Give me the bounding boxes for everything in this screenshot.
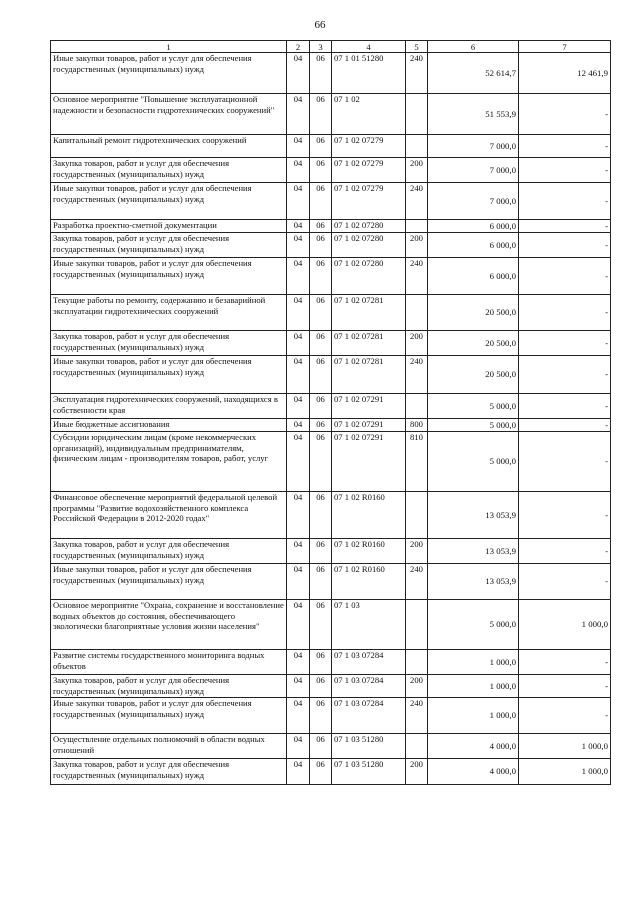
row-expense-type: [406, 295, 428, 331]
row-subsection: 06: [310, 356, 332, 394]
row-section: 04: [287, 432, 310, 492]
header-col-6: 6: [428, 41, 519, 53]
row-expense-type: 200: [406, 158, 428, 183]
row-amount-2: -: [519, 258, 611, 295]
row-target-article: 07 1 02 R0160: [332, 539, 406, 564]
row-subsection: 06: [310, 394, 332, 419]
row-amount-1: 4 000,0: [428, 734, 519, 759]
row-section: 04: [287, 233, 310, 258]
row-name: Закупка товаров, работ и услуг для обеспечения государственных (муниципальных) нужд: [51, 331, 287, 356]
row-expense-type: 200: [406, 759, 428, 785]
row-amount-1: 4 000,0: [428, 759, 519, 785]
header-col-3: 3: [310, 41, 332, 53]
table-row: [51, 734, 611, 759]
header-col-2: 2: [287, 41, 310, 53]
row-name: Иные закупки товаров, работ и услуг для обеспечения государственных (муниципальных) нужд: [51, 564, 287, 600]
row-target-article: 07 1 02 07280: [332, 258, 406, 295]
table-row: [51, 53, 611, 94]
row-expense-type: 240: [406, 564, 428, 600]
row-target-article: 07 1 02 07280: [332, 233, 406, 258]
table-row: [51, 539, 611, 564]
table-row: [51, 183, 611, 220]
row-name: Закупка товаров, работ и услуг для обеспечения государственных (муниципальных) нужд: [51, 233, 287, 258]
row-section: 04: [287, 564, 310, 600]
row-amount-2: -: [519, 135, 611, 158]
row-name: Закупка товаров, работ и услуг для обеспечения государственных (муниципальных) нужд: [51, 675, 287, 698]
row-target-article: 07 1 02 07281: [332, 356, 406, 394]
row-subsection: 06: [310, 734, 332, 759]
table-row: [51, 432, 611, 492]
row-expense-type: 800: [406, 419, 428, 432]
row-amount-2: -: [519, 94, 611, 135]
row-expense-type: [406, 492, 428, 539]
row-name: Текущие работы по ремонту, содержанию и безаварийной эксплуатации гидротехнических сооружений: [51, 295, 287, 331]
row-target-article: 07 1 02 07280: [332, 220, 406, 233]
row-amount-1: 7 000,0: [428, 183, 519, 220]
header-row: [51, 41, 611, 53]
row-amount-1: 7 000,0: [428, 135, 519, 158]
row-name: Осуществление отдельных полномочий в области водных отношений: [51, 734, 287, 759]
row-amount-2: -: [519, 394, 611, 419]
row-name: Закупка товаров, работ и услуг для обеспечения государственных (муниципальных) нужд: [51, 759, 287, 785]
row-name: Иные закупки товаров, работ и услуг для обеспечения государственных (муниципальных) нужд: [51, 698, 287, 734]
row-subsection: 06: [310, 539, 332, 564]
row-target-article: 07 1 02 R0160: [332, 492, 406, 539]
row-amount-1: 1 000,0: [428, 650, 519, 675]
table-row: [51, 356, 611, 394]
row-subsection: 06: [310, 419, 332, 432]
row-amount-1: 1 000,0: [428, 675, 519, 698]
row-target-article: 07 1 02 07291: [332, 394, 406, 419]
row-amount-2: -: [519, 564, 611, 600]
row-name: Финансовое обеспечение мероприятий федеральной целевой программы "Развитие водохозяйственного комплекса Российской Федерации в 2012-2020 годах": [51, 492, 287, 539]
row-expense-type: 240: [406, 183, 428, 220]
row-target-article: 07 1 03 51280: [332, 734, 406, 759]
row-name: Иные закупки товаров, работ и услуг для обеспечения государственных (муниципальных) нужд: [51, 356, 287, 394]
row-section: 04: [287, 183, 310, 220]
row-section: 04: [287, 258, 310, 295]
row-amount-1: 6 000,0: [428, 220, 519, 233]
row-expense-type: [406, 734, 428, 759]
row-name: Закупка товаров, работ и услуг для обеспечения государственных (муниципальных) нужд: [51, 539, 287, 564]
row-section: 04: [287, 759, 310, 785]
row-target-article: 07 1 02 R0160: [332, 564, 406, 600]
row-amount-2: -: [519, 220, 611, 233]
row-subsection: 06: [310, 432, 332, 492]
row-section: 04: [287, 394, 310, 419]
row-amount-1: 52 614,7: [428, 53, 519, 94]
row-amount-2: -: [519, 698, 611, 734]
row-expense-type: 240: [406, 698, 428, 734]
row-name: Иные закупки товаров, работ и услуг для обеспечения государственных (муниципальных) нужд: [51, 183, 287, 220]
row-amount-1: 5 000,0: [428, 432, 519, 492]
row-subsection: 06: [310, 135, 332, 158]
table-row: [51, 394, 611, 419]
row-expense-type: [406, 394, 428, 419]
row-amount-2: -: [519, 183, 611, 220]
row-subsection: 06: [310, 94, 332, 135]
row-amount-1: 5 000,0: [428, 419, 519, 432]
table-row: [51, 331, 611, 356]
row-target-article: 07 1 02 07291: [332, 419, 406, 432]
table-row: [51, 600, 611, 650]
row-expense-type: [406, 650, 428, 675]
table-row: [51, 220, 611, 233]
row-amount-2: 1 000,0: [519, 734, 611, 759]
row-subsection: 06: [310, 183, 332, 220]
row-name: Разработка проектно-сметной документации: [51, 220, 287, 233]
row-section: 04: [287, 295, 310, 331]
row-amount-1: 13 053,9: [428, 492, 519, 539]
table-row: [51, 158, 611, 183]
row-target-article: 07 1 03 51280: [332, 759, 406, 785]
row-section: 04: [287, 94, 310, 135]
row-section: 04: [287, 734, 310, 759]
row-amount-1: 6 000,0: [428, 258, 519, 295]
row-name: Развитие системы государственного мониторинга водных объектов: [51, 650, 287, 675]
row-subsection: 06: [310, 331, 332, 356]
row-amount-2: 12 461,9: [519, 53, 611, 94]
row-subsection: 06: [310, 698, 332, 734]
row-target-article: 07 1 02 07281: [332, 295, 406, 331]
row-section: 04: [287, 135, 310, 158]
header-col-4: 4: [332, 41, 406, 53]
row-target-article: 07 1 02 07279: [332, 158, 406, 183]
row-amount-1: 51 553,9: [428, 94, 519, 135]
row-amount-1: 20 500,0: [428, 356, 519, 394]
row-name: Иные бюджетные ассигнования: [51, 419, 287, 432]
row-amount-1: 13 053,9: [428, 564, 519, 600]
table-row: [51, 759, 611, 785]
budget-table: [50, 40, 611, 785]
row-amount-2: 1 000,0: [519, 759, 611, 785]
row-expense-type: 200: [406, 539, 428, 564]
row-expense-type: [406, 600, 428, 650]
page-number: 66: [314, 19, 326, 31]
row-amount-1: 7 000,0: [428, 158, 519, 183]
row-amount-2: -: [519, 419, 611, 432]
row-subsection: 06: [310, 295, 332, 331]
row-amount-2: -: [519, 356, 611, 394]
row-expense-type: 810: [406, 432, 428, 492]
row-amount-1: 20 500,0: [428, 331, 519, 356]
row-expense-type: 240: [406, 258, 428, 295]
row-amount-2: -: [519, 295, 611, 331]
row-amount-1: 5 000,0: [428, 600, 519, 650]
row-subsection: 06: [310, 53, 332, 94]
table-row: [51, 698, 611, 734]
row-section: 04: [287, 650, 310, 675]
row-subsection: 06: [310, 158, 332, 183]
row-subsection: 06: [310, 759, 332, 785]
row-name: Субсидии юридическим лицам (кроме некоммерческих организаций), индивидуальным предпринимателям, физическим лицам - производителям товаров, работ, услуг: [51, 432, 287, 492]
row-amount-1: 20 500,0: [428, 295, 519, 331]
table-row: [51, 675, 611, 698]
row-section: 04: [287, 600, 310, 650]
header-col-1: 1: [51, 41, 287, 53]
row-amount-1: 1 000,0: [428, 698, 519, 734]
row-section: 04: [287, 158, 310, 183]
row-target-article: 07 1 03 07284: [332, 698, 406, 734]
table-row: [51, 650, 611, 675]
row-subsection: 06: [310, 258, 332, 295]
header-col-7: 7: [519, 41, 611, 53]
row-section: 04: [287, 419, 310, 432]
row-section: 04: [287, 539, 310, 564]
row-expense-type: 240: [406, 53, 428, 94]
row-target-article: 07 1 03 07284: [332, 675, 406, 698]
table-row: [51, 135, 611, 158]
row-section: 04: [287, 356, 310, 394]
row-amount-1: 5 000,0: [428, 394, 519, 419]
row-name: Основное мероприятие "Охрана, сохранение и восстановление водных объектов до состояния, обеспечивающего экологически благоприятные условия жизни населения": [51, 600, 287, 650]
row-expense-type: [406, 220, 428, 233]
row-name: Эксплуатация гидротехнических сооружений, находящихся в собственности края: [51, 394, 287, 419]
row-target-article: 07 1 02 07281: [332, 331, 406, 356]
row-name: Иные закупки товаров, работ и услуг для обеспечения государственных (муниципальных) нужд: [51, 53, 287, 94]
table-row: [51, 492, 611, 539]
row-amount-2: -: [519, 158, 611, 183]
row-subsection: 06: [310, 564, 332, 600]
row-subsection: 06: [310, 650, 332, 675]
row-target-article: 07 1 03 07284: [332, 650, 406, 675]
row-name: Основное мероприятие "Повышение эксплуатационной надежности и безопасности гидротехнических сооружений": [51, 94, 287, 135]
row-expense-type: 200: [406, 675, 428, 698]
table-row: [51, 233, 611, 258]
row-target-article: 07 1 01 51280: [332, 53, 406, 94]
row-amount-2: -: [519, 492, 611, 539]
row-amount-2: -: [519, 331, 611, 356]
row-target-article: 07 1 02 07279: [332, 135, 406, 158]
row-section: 04: [287, 331, 310, 356]
header-col-5: 5: [406, 41, 428, 53]
row-section: 04: [287, 53, 310, 94]
row-subsection: 06: [310, 220, 332, 233]
row-subsection: 06: [310, 233, 332, 258]
row-target-article: 07 1 02: [332, 94, 406, 135]
row-amount-1: 13 053,9: [428, 539, 519, 564]
row-amount-2: -: [519, 650, 611, 675]
row-name: Закупка товаров, работ и услуг для обеспечения государственных (муниципальных) нужд: [51, 158, 287, 183]
row-amount-1: 6 000,0: [428, 233, 519, 258]
table-row: [51, 419, 611, 432]
row-name: Капитальный ремонт гидротехнических сооружений: [51, 135, 287, 158]
table-row: [51, 295, 611, 331]
row-target-article: 07 1 02 07279: [332, 183, 406, 220]
row-name: Иные закупки товаров, работ и услуг для обеспечения государственных (муниципальных) нужд: [51, 258, 287, 295]
row-section: 04: [287, 492, 310, 539]
row-subsection: 06: [310, 492, 332, 539]
row-target-article: 07 1 02 07291: [332, 432, 406, 492]
row-subsection: 06: [310, 600, 332, 650]
row-expense-type: [406, 94, 428, 135]
row-subsection: 06: [310, 675, 332, 698]
row-section: 04: [287, 698, 310, 734]
row-section: 04: [287, 220, 310, 233]
row-amount-2: 1 000,0: [519, 600, 611, 650]
row-target-article: 07 1 03: [332, 600, 406, 650]
row-section: 04: [287, 675, 310, 698]
row-expense-type: [406, 135, 428, 158]
row-amount-2: -: [519, 675, 611, 698]
row-amount-2: -: [519, 539, 611, 564]
table-row: [51, 258, 611, 295]
table-row: [51, 564, 611, 600]
row-expense-type: 200: [406, 331, 428, 356]
table-row: [51, 94, 611, 135]
row-expense-type: 200: [406, 233, 428, 258]
row-amount-2: -: [519, 233, 611, 258]
row-amount-2: -: [519, 432, 611, 492]
row-expense-type: 240: [406, 356, 428, 394]
